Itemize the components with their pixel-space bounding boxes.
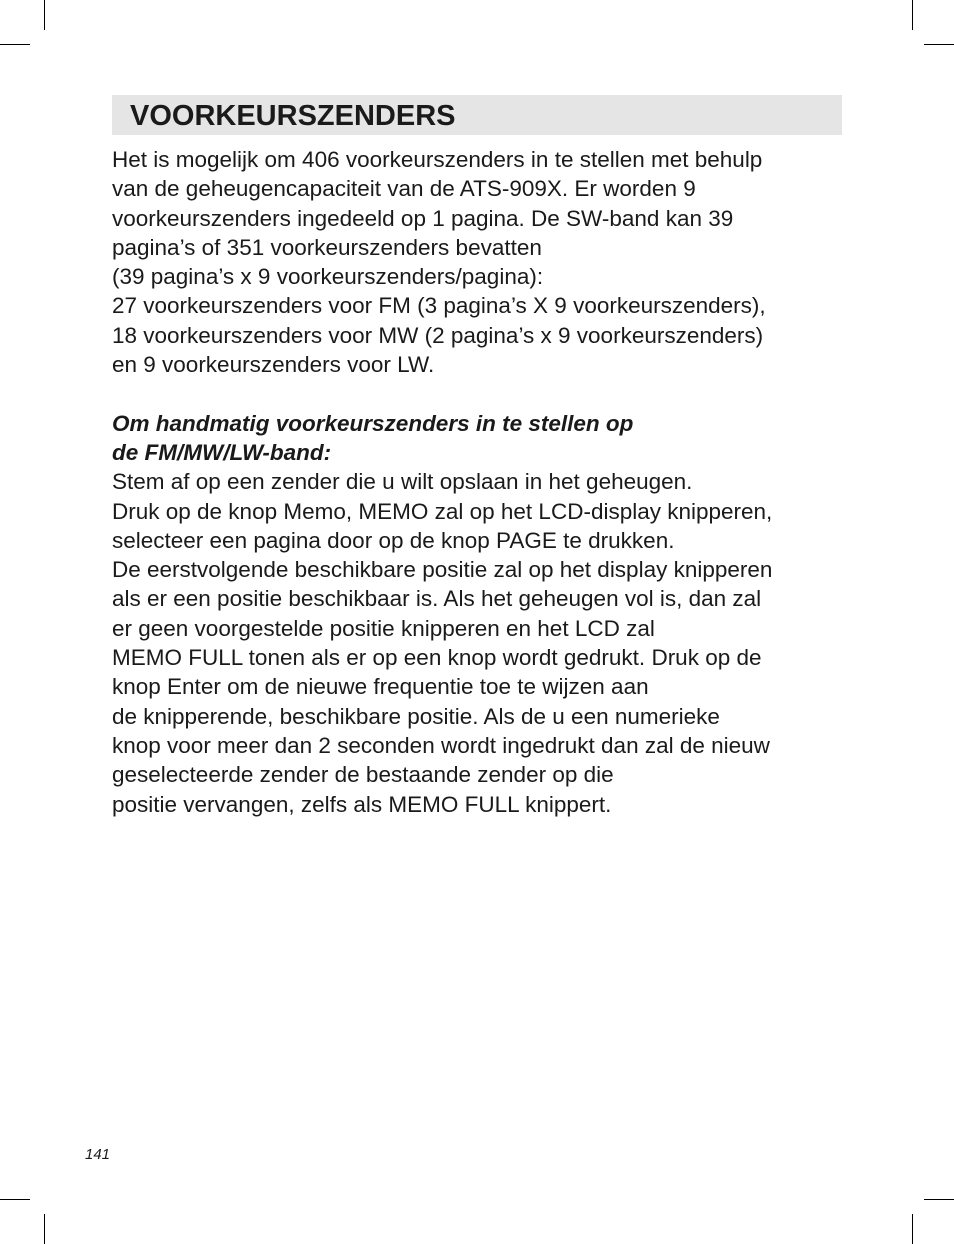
subsection-heading: [112, 409, 842, 468]
intro-line: voorkeurszenders ingedeeld op 1 pagina. De SW-band kan 39: [112, 205, 734, 231]
paragraph-gap: [112, 379, 842, 408]
body-line: Stem af op een zender die u wilt opslaan in het geheugen.: [112, 469, 693, 495]
body-line: MEMO FULL tonen als er op een knop wordt gedrukt. Druk op de: [112, 645, 762, 671]
body-line: er geen voorgestelde positie knipperen en het LCD zal: [112, 615, 655, 641]
body-line: knop Enter om de nieuwe frequentie toe te wijzen aan: [112, 674, 649, 700]
subsection-body: [112, 467, 842, 819]
crop-mark-bottom-right-vertical: [912, 1214, 913, 1244]
intro-paragraph: [112, 145, 842, 379]
intro-line: pagina’s of 351 voorkeurszenders bevatten: [112, 234, 542, 260]
intro-line: 27 voorkeurszenders voor FM (3 pagina’s X 9 voorkeurszenders),: [112, 293, 766, 319]
intro-line: (39 pagina’s x 9 voorkeurszenders/pagina):: [112, 264, 544, 290]
body-line: De eerstvolgende beschikbare positie zal op het display knipperen: [112, 557, 773, 583]
body-line: de knipperende, beschikbare positie. Als de u een numerieke: [112, 703, 720, 729]
body-line: knop voor meer dan 2 seconden wordt ingedrukt dan zal de nieuw: [112, 732, 770, 758]
subsection-heading-line: Om handmatig voorkeurszenders in te stellen op: [112, 410, 634, 436]
body-line: als er een positie beschikbaar is. Als het geheugen vol is, dan zal: [112, 586, 762, 612]
body-line: positie vervangen, zelfs als MEMO FULL knippert.: [112, 791, 612, 817]
intro-line: van de geheugencapaciteit van de ATS-909X. Er worden 9: [112, 176, 696, 202]
subsection-heading-line: de FM/MW/LW-band:: [112, 439, 332, 465]
crop-mark-top-right-vertical: [912, 0, 913, 30]
document-body: [112, 145, 842, 819]
crop-mark-top-left-horizontal: [0, 44, 30, 45]
crop-mark-top-left-vertical: [44, 0, 45, 30]
body-line: geselecteerde zender de bestaande zender op die: [112, 762, 614, 788]
crop-mark-bottom-left-horizontal: [0, 1199, 30, 1200]
crop-mark-bottom-right-horizontal: [924, 1199, 954, 1200]
intro-line: 18 voorkeurszenders voor MW (2 pagina’s x 9 voorkeurszenders): [112, 322, 764, 348]
page-title: VOORKEURSZENDERS: [130, 100, 456, 132]
body-line: selecteer een pagina door op de knop PAGE te drukken.: [112, 527, 675, 553]
section-header-bar: [112, 95, 842, 135]
intro-line: Het is mogelijk om 406 voorkeurszenders in te stellen met behulp: [112, 147, 763, 172]
intro-line: en 9 voorkeurszenders voor LW.: [112, 352, 435, 378]
crop-mark-top-right-horizontal: [924, 44, 954, 45]
crop-mark-bottom-left-vertical: [44, 1214, 45, 1244]
page-number: 141: [85, 1146, 111, 1163]
body-line: Druk op de knop Memo, MEMO zal op het LCD-display knipperen,: [112, 498, 773, 524]
